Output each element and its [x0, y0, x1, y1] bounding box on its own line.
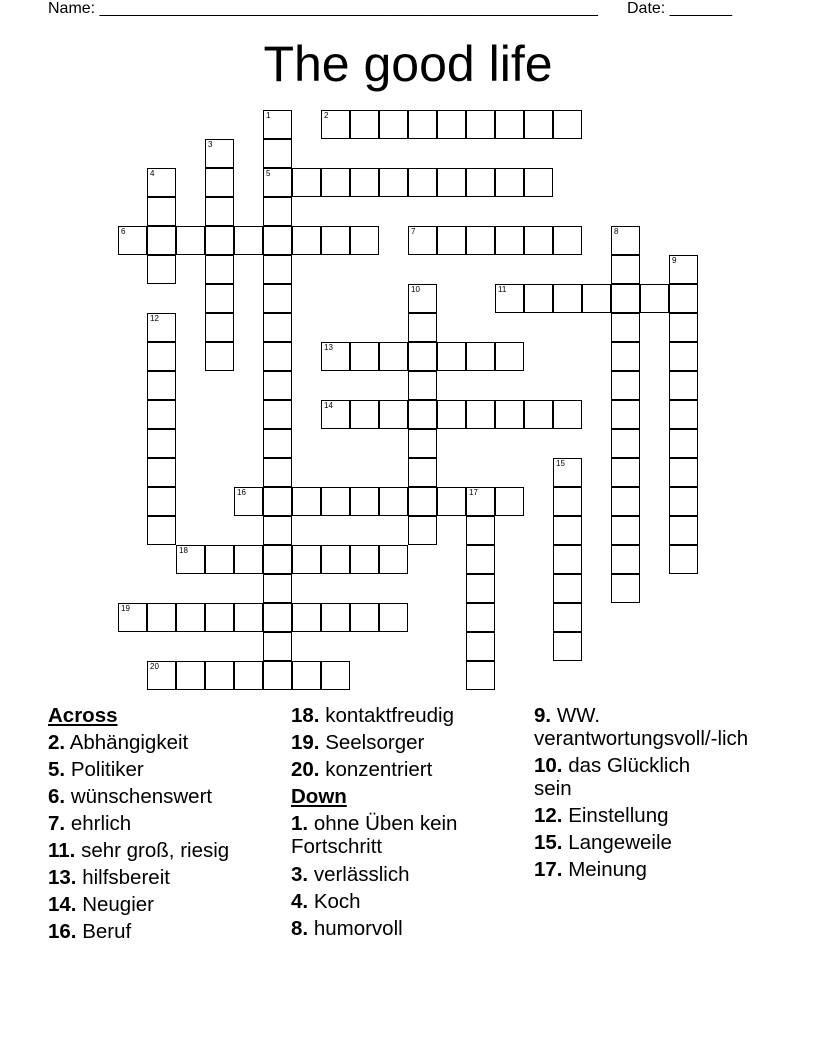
grid-cell[interactable]: [466, 400, 495, 429]
clue-across-14: 14. Neugier: [48, 893, 154, 916]
grid-cell[interactable]: [495, 168, 524, 197]
down-heading: Down: [291, 785, 347, 808]
grid-cell[interactable]: [205, 342, 234, 371]
grid-cell[interactable]: [524, 284, 553, 313]
grid-cell[interactable]: [669, 516, 698, 545]
name-line[interactable]: ________________________________________________________: [99, 0, 598, 17]
clue-number: 3: [208, 140, 213, 149]
grid-cell[interactable]: [466, 632, 495, 661]
grid-cell[interactable]: [263, 197, 292, 226]
grid-cell[interactable]: [350, 487, 379, 516]
grid-cell[interactable]: [147, 313, 176, 342]
grid-cell[interactable]: [147, 342, 176, 371]
grid-cell[interactable]: [495, 110, 524, 139]
grid-cell[interactable]: [263, 284, 292, 313]
grid-cell[interactable]: [147, 458, 176, 487]
grid-cell[interactable]: [611, 226, 640, 255]
grid-cell[interactable]: [669, 255, 698, 284]
clues-column-1: [48, 702, 284, 945]
clue-down-4: 4. Koch: [291, 890, 361, 913]
grid-cell[interactable]: [350, 342, 379, 371]
grid-cell[interactable]: [466, 342, 495, 371]
clue-across-18: 18. kontaktfreudig: [291, 704, 454, 727]
grid-cell[interactable]: [205, 226, 234, 255]
grid-cell[interactable]: [437, 400, 466, 429]
clues-column-3: [534, 702, 768, 883]
grid-cell[interactable]: [234, 226, 263, 255]
grid-cell[interactable]: [553, 545, 582, 574]
grid-cell[interactable]: [205, 139, 234, 168]
grid-cell[interactable]: [611, 545, 640, 574]
grid-cell[interactable]: [611, 487, 640, 516]
grid-cell[interactable]: [350, 545, 379, 574]
grid-cell[interactable]: [263, 603, 292, 632]
grid-cell[interactable]: [408, 371, 437, 400]
grid-cell[interactable]: [321, 603, 350, 632]
grid-cell[interactable]: [379, 342, 408, 371]
grid-cell[interactable]: [495, 284, 524, 313]
grid-cell[interactable]: [408, 284, 437, 313]
clue-down-3: 3. verlässlich: [291, 863, 410, 886]
grid-cell[interactable]: [669, 458, 698, 487]
clue-across-2: 2. Abhängigkeit: [48, 731, 189, 754]
clue-down-1: 1. ohne Üben kein Fortschritt: [291, 812, 458, 858]
grid-cell[interactable]: [669, 429, 698, 458]
clue-number: 15: [556, 459, 565, 468]
clue-across-13: 13. hilfsbereit: [48, 866, 170, 889]
grid-cell[interactable]: [263, 168, 292, 197]
clue-number: 6: [121, 227, 126, 236]
grid-cell[interactable]: [437, 168, 466, 197]
grid-cell[interactable]: [205, 313, 234, 342]
grid-cell[interactable]: [263, 110, 292, 139]
grid-cell[interactable]: [553, 487, 582, 516]
grid-cell[interactable]: [147, 487, 176, 516]
grid-cell[interactable]: [263, 139, 292, 168]
clue-number: 18: [179, 546, 188, 555]
clue-number: 4: [150, 169, 155, 178]
grid-cell[interactable]: [466, 574, 495, 603]
grid-cell[interactable]: [669, 313, 698, 342]
clue-down-15: 15. Langeweile: [534, 831, 672, 854]
grid-cell[interactable]: [669, 284, 698, 313]
grid-cell[interactable]: [263, 313, 292, 342]
clue-down-9: 9. WW. verantwortungsvoll/-lich: [534, 704, 749, 750]
clue-across-19: 19. Seelsorger: [291, 731, 425, 754]
grid-cell[interactable]: [553, 458, 582, 487]
grid-cell[interactable]: [350, 603, 379, 632]
grid-cell[interactable]: [147, 400, 176, 429]
clue-across-6: 6. wünschenswert: [48, 785, 213, 808]
grid-cell[interactable]: [408, 110, 437, 139]
clue-number: 17: [469, 488, 478, 497]
grid-cell[interactable]: [321, 226, 350, 255]
grid-cell[interactable]: [147, 661, 176, 690]
clue-number: 20: [150, 662, 159, 671]
grid-cell[interactable]: [263, 400, 292, 429]
grid-cell[interactable]: [147, 429, 176, 458]
grid-cell[interactable]: [408, 342, 437, 371]
grid-cell[interactable]: [176, 661, 205, 690]
grid-cell[interactable]: [611, 574, 640, 603]
clue-down-10: 10. das Glücklich sein: [534, 754, 691, 800]
grid-cell[interactable]: [553, 603, 582, 632]
grid-cell[interactable]: [321, 487, 350, 516]
grid-cell[interactable]: [408, 168, 437, 197]
grid-cell[interactable]: [524, 400, 553, 429]
clue-number: 10: [411, 285, 420, 294]
grid-cell[interactable]: [611, 458, 640, 487]
grid-cell[interactable]: [640, 284, 669, 313]
grid-cell[interactable]: [176, 226, 205, 255]
clue-down-8: 8. humorvoll: [291, 917, 403, 940]
grid-cell[interactable]: [292, 487, 321, 516]
grid-cell[interactable]: [147, 603, 176, 632]
name-field[interactable]: [48, 0, 598, 18]
grid-cell[interactable]: [379, 487, 408, 516]
grid-cell[interactable]: [553, 400, 582, 429]
grid-cell[interactable]: [437, 487, 466, 516]
grid-cell[interactable]: [321, 168, 350, 197]
clue-number: 7: [411, 227, 416, 236]
grid-cell[interactable]: [118, 226, 147, 255]
across-heading: Across: [48, 704, 118, 727]
grid-cell[interactable]: [292, 603, 321, 632]
grid-cell[interactable]: [408, 429, 437, 458]
grid-cell[interactable]: [205, 603, 234, 632]
grid-cell[interactable]: [437, 342, 466, 371]
clue-number: 13: [324, 343, 333, 352]
grid-cell[interactable]: [321, 661, 350, 690]
grid-cell[interactable]: [495, 226, 524, 255]
clue-number: 1: [266, 111, 271, 120]
grid-cell[interactable]: [408, 400, 437, 429]
grid-cell[interactable]: [408, 313, 437, 342]
grid-cell[interactable]: [350, 400, 379, 429]
grid-cell[interactable]: [611, 255, 640, 284]
grid-cell[interactable]: [205, 545, 234, 574]
grid-cell[interactable]: [466, 226, 495, 255]
clue-number: 8: [614, 227, 619, 236]
clue-number: 19: [121, 604, 130, 613]
grid-cell[interactable]: [553, 516, 582, 545]
grid-cell[interactable]: [524, 226, 553, 255]
grid-cell[interactable]: [118, 603, 147, 632]
grid-cell[interactable]: [321, 342, 350, 371]
grid-cell[interactable]: [263, 226, 292, 255]
grid-cell[interactable]: [553, 632, 582, 661]
grid-cell[interactable]: [205, 197, 234, 226]
grid-cell[interactable]: [669, 545, 698, 574]
grid-cell[interactable]: [147, 168, 176, 197]
date-line[interactable]: _______: [669, 0, 732, 17]
grid-cell[interactable]: [176, 603, 205, 632]
grid-cell[interactable]: [321, 400, 350, 429]
grid-cell[interactable]: [234, 487, 263, 516]
grid-cell[interactable]: [205, 284, 234, 313]
grid-cell[interactable]: [553, 226, 582, 255]
clue-number: 5: [266, 169, 271, 178]
grid-cell[interactable]: [350, 168, 379, 197]
grid-cell[interactable]: [466, 661, 495, 690]
grid-cell[interactable]: [292, 226, 321, 255]
grid-cell[interactable]: [234, 661, 263, 690]
grid-cell[interactable]: [437, 226, 466, 255]
clue-across-11: 11. sehr groß, riesig: [48, 839, 230, 862]
date-field[interactable]: [627, 0, 732, 18]
clue-down-17: 17. Meinung: [534, 858, 647, 881]
grid-cell[interactable]: [263, 632, 292, 661]
grid-cell[interactable]: [611, 516, 640, 545]
grid-cell[interactable]: [408, 516, 437, 545]
grid-cell[interactable]: [466, 516, 495, 545]
clue-number: 12: [150, 314, 159, 323]
clue-across-16: 16. Beruf: [48, 920, 132, 943]
grid-cell[interactable]: [553, 110, 582, 139]
grid-cell[interactable]: [669, 487, 698, 516]
grid-cell[interactable]: [350, 110, 379, 139]
grid-cell[interactable]: [524, 168, 553, 197]
grid-cell[interactable]: [321, 110, 350, 139]
grid-cell[interactable]: [495, 487, 524, 516]
grid-cell[interactable]: [408, 226, 437, 255]
grid-cell[interactable]: [669, 371, 698, 400]
grid-cell[interactable]: [408, 458, 437, 487]
grid-cell[interactable]: [321, 545, 350, 574]
clues-column-2: [291, 702, 527, 942]
page-title: The good life: [263, 36, 553, 92]
grid-cell[interactable]: [263, 545, 292, 574]
grid-cell[interactable]: [611, 284, 640, 313]
grid-cell[interactable]: [582, 284, 611, 313]
grid-cell[interactable]: [147, 255, 176, 284]
clue-down-12: 12. Einstellung: [534, 804, 669, 827]
grid-cell[interactable]: [408, 487, 437, 516]
grid-cell[interactable]: [263, 574, 292, 603]
grid-cell[interactable]: [466, 603, 495, 632]
grid-cell[interactable]: [263, 661, 292, 690]
grid-cell[interactable]: [611, 371, 640, 400]
grid-cell[interactable]: [147, 516, 176, 545]
grid-cell[interactable]: [263, 255, 292, 284]
grid-cell[interactable]: [292, 168, 321, 197]
grid-cell[interactable]: [292, 661, 321, 690]
grid-cell[interactable]: [350, 226, 379, 255]
grid-cell[interactable]: [234, 545, 263, 574]
grid-cell[interactable]: [263, 516, 292, 545]
grid-cell[interactable]: [669, 342, 698, 371]
grid-cell[interactable]: [553, 284, 582, 313]
grid-cell[interactable]: [466, 487, 495, 516]
grid-cell[interactable]: [611, 313, 640, 342]
grid-cell[interactable]: [611, 400, 640, 429]
grid-cell[interactable]: [205, 661, 234, 690]
grid-cell[interactable]: [611, 429, 640, 458]
grid-cell[interactable]: [553, 574, 582, 603]
grid-cell[interactable]: [379, 545, 408, 574]
grid-cell[interactable]: [379, 110, 408, 139]
grid-cell[interactable]: [147, 371, 176, 400]
grid-cell[interactable]: [466, 110, 495, 139]
grid-cell[interactable]: [234, 603, 263, 632]
grid-cell[interactable]: [379, 168, 408, 197]
grid-cell[interactable]: [379, 400, 408, 429]
grid-cell[interactable]: [466, 545, 495, 574]
grid-cell[interactable]: [524, 110, 553, 139]
grid-cell[interactable]: [263, 487, 292, 516]
grid-cell[interactable]: [292, 545, 321, 574]
grid-cell[interactable]: [176, 545, 205, 574]
grid-cell[interactable]: [379, 603, 408, 632]
clue-number: 16: [237, 488, 246, 497]
grid-cell[interactable]: [611, 342, 640, 371]
clue-across-5: 5. Politiker: [48, 758, 144, 781]
grid-cell[interactable]: [495, 342, 524, 371]
grid-cell[interactable]: [205, 168, 234, 197]
clue-number: 9: [672, 256, 677, 265]
grid-cell[interactable]: [205, 255, 234, 284]
grid-cell[interactable]: [495, 400, 524, 429]
date-label: Date:: [627, 0, 666, 17]
grid-cell[interactable]: [669, 400, 698, 429]
clue-across-20: 20. konzentriert: [291, 758, 433, 781]
clue-number: 11: [498, 285, 507, 294]
grid-cell[interactable]: [263, 371, 292, 400]
clue-across-7: 7. ehrlich: [48, 812, 132, 835]
grid-cell[interactable]: [263, 458, 292, 487]
clue-number: 2: [324, 111, 329, 120]
grid-cell[interactable]: [263, 342, 292, 371]
grid-cell[interactable]: [263, 429, 292, 458]
grid-cell[interactable]: [147, 226, 176, 255]
grid-cell[interactable]: [437, 110, 466, 139]
clue-number: 14: [324, 401, 333, 410]
grid-cell[interactable]: [147, 197, 176, 226]
name-label: Name:: [48, 0, 96, 17]
grid-cell[interactable]: [466, 168, 495, 197]
